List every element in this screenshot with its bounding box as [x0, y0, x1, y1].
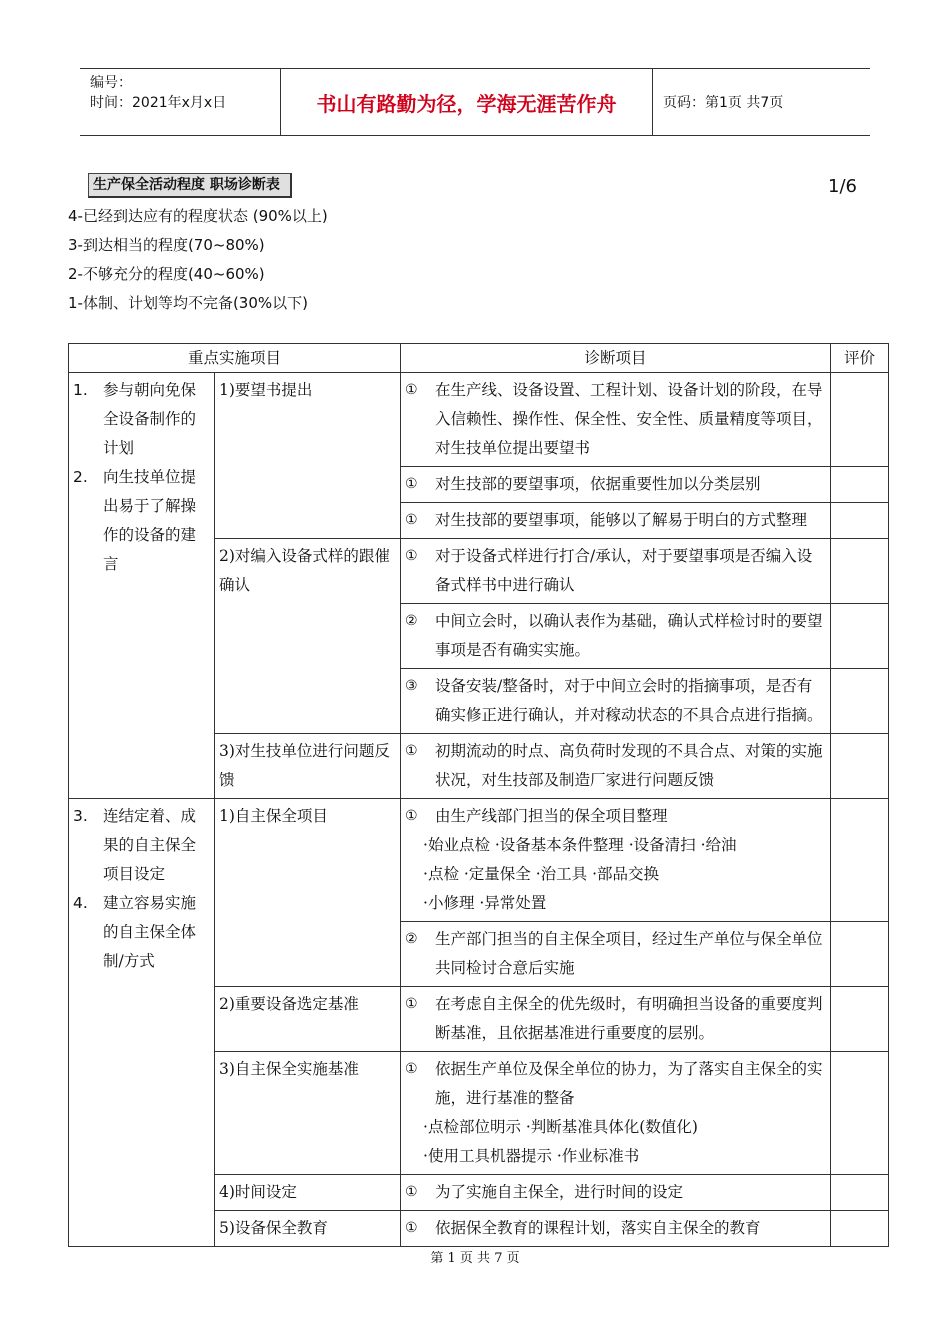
- table-row: [69, 799, 889, 922]
- diagnosis-cell: [401, 373, 831, 467]
- diagnosis-text: 在生产线、设备设置、工程计划、设备计划的阶段，在导入信赖性、操作性、保全性、安全性、质量精度等项目，对生技单位提出要望书: [435, 381, 823, 457]
- evaluation-cell[interactable]: [831, 987, 889, 1052]
- focus-number: 2.: [73, 468, 88, 486]
- level-legend: [68, 202, 328, 318]
- level-item: 1-体制、计划等均不完备(30%以下): [68, 294, 309, 312]
- circled-number: ①: [405, 476, 418, 492]
- header-evaluation: 评价: [831, 344, 889, 373]
- time-label: 时间：2021年x月x日: [90, 95, 227, 111]
- item-name-cell: 1)要望书提出: [215, 373, 401, 539]
- diagnosis-cell: [401, 799, 831, 922]
- page-footer: 第 1 页 共 7 页: [430, 1251, 520, 1266]
- diagnosis-cell: [401, 539, 831, 604]
- page-fraction: 1/6: [828, 176, 857, 197]
- evaluation-cell[interactable]: [831, 734, 889, 799]
- diagnosis-text: 对生技部的要望事项，依据重要性加以分类层别: [435, 475, 761, 493]
- number-label: 编号：: [90, 75, 132, 91]
- diagnosis-cell: [401, 1211, 831, 1247]
- header-meta: [80, 69, 281, 135]
- header-motto: 书山有路勤为径，学海无涯苦作舟: [281, 69, 653, 135]
- diagnosis-cell: [401, 604, 831, 669]
- diagnosis-text: 生产部门担当的自主保全项目，经过生产单位与保全单位共同检讨合意后实施: [435, 930, 823, 977]
- circled-number: ①: [405, 1184, 418, 1200]
- circled-number: ①: [405, 996, 418, 1012]
- focus-item: [73, 802, 210, 889]
- circled-number: ①: [405, 548, 418, 564]
- evaluation-cell[interactable]: [831, 467, 889, 503]
- diagnosis-text: 为了实施自主保全，进行时间的设定: [435, 1183, 684, 1201]
- diagnosis-bullet: ·始业点检 ·设备基本条件整理 ·设备清扫 ·给油: [423, 836, 737, 854]
- item-name-cell: 1)自主保全项目: [215, 799, 401, 987]
- diagnosis-cell: [401, 922, 831, 987]
- diagnosis-bullet: ·点检部位明示 ·判断基准具体化(数值化): [423, 1118, 698, 1136]
- diagnosis-text: 依据生产单位及保全单位的协力，为了落实自主保全的实施，进行基准的整备: [435, 1060, 823, 1107]
- circled-number: ①: [405, 512, 418, 528]
- circled-number: ①: [405, 1220, 418, 1236]
- evaluation-cell[interactable]: [831, 1175, 889, 1211]
- diagnosis-bullet: ·使用工具机器提示 ·作业标准书: [423, 1147, 640, 1165]
- focus-text: 连结定着、成果的自主保全项目设定: [103, 807, 197, 883]
- level-item: 2-不够充分的程度(40~60%): [68, 265, 265, 283]
- diagnosis-text: 初期流动的时点、高负荷时发现的不具合点、对策的实施状况，对生技部及制造厂家进行问题反馈: [435, 742, 823, 789]
- focus-cell: [69, 373, 215, 799]
- evaluation-cell[interactable]: [831, 1052, 889, 1175]
- diagnosis-cell: [401, 734, 831, 799]
- diagnosis-cell: [401, 669, 831, 734]
- focus-item: [73, 889, 210, 976]
- focus-number: 3.: [73, 807, 88, 825]
- evaluation-cell[interactable]: [831, 922, 889, 987]
- level-item: 4-已经到达应有的程度状态 (90%以上): [68, 207, 328, 225]
- circled-number: ①: [405, 743, 418, 759]
- diagnosis-cell: [401, 987, 831, 1052]
- diagnosis-cell: [401, 467, 831, 503]
- evaluation-cell[interactable]: [831, 539, 889, 604]
- focus-item: [73, 463, 210, 579]
- diagnosis-text: 对生技部的要望事项，能够以了解易于明白的方式整理: [435, 511, 808, 529]
- header-diagnosis: 诊断项目: [401, 344, 831, 373]
- circled-number: ②: [405, 931, 418, 947]
- evaluation-cell[interactable]: [831, 669, 889, 734]
- evaluation-cell[interactable]: [831, 604, 889, 669]
- diagnosis-cell: [401, 503, 831, 539]
- diagnosis-bullet: ·点检 ·定量保全 ·治工具 ·部品交换: [423, 865, 660, 883]
- focus-number: 4.: [73, 894, 88, 912]
- diagnosis-text: 中间立会时，以确认表作为基础，确认式样检讨时的要望事项是否有确实实施。: [435, 612, 823, 659]
- circled-number: ③: [405, 678, 418, 694]
- focus-item: [73, 376, 210, 463]
- circled-number: ②: [405, 613, 418, 629]
- diagnosis-text: 由生产线部门担当的保全项目整理: [435, 807, 668, 825]
- focus-number: 1.: [73, 381, 88, 399]
- focus-text: 向生技单位提出易于了解操作的设备的建言: [103, 468, 197, 573]
- item-name-cell: 2)对编入设备式样的跟催确认: [215, 539, 401, 734]
- focus-text: 建立容易实施的自主保全体制/方式: [103, 894, 197, 970]
- header-focus: 重点实施项目: [69, 344, 401, 373]
- focus-text: 参与朝向免保全设备制作的计划: [103, 381, 197, 457]
- level-item: 3-到达相当的程度(70~80%): [68, 236, 265, 254]
- diagnosis-text: 依据保全教育的课程计划，落实自主保全的教育: [435, 1219, 761, 1237]
- item-name-cell: 4)时间设定: [215, 1175, 401, 1211]
- diagnosis-bullet: ·小修理 ·异常处置: [423, 894, 547, 912]
- evaluation-cell[interactable]: [831, 799, 889, 922]
- table-row: [69, 373, 889, 467]
- focus-cell: [69, 799, 215, 1247]
- circled-number: ①: [405, 808, 418, 824]
- diagnosis-cell: [401, 1175, 831, 1211]
- diagnosis-text: 设备安装/整备时，对于中间立会时的指摘事项，是否有确实修正进行确认，并对稼动状态的不具合点进行指摘。: [435, 677, 823, 724]
- circled-number: ①: [405, 382, 418, 398]
- diagnosis-table: [68, 343, 889, 1247]
- item-name-cell: 3)对生技单位进行问题反馈: [215, 734, 401, 799]
- page-header: [80, 68, 870, 136]
- diagnosis-cell: [401, 1052, 831, 1175]
- diagnosis-text: 在考虑自主保全的优先级时，有明确担当设备的重要度判断基准，且依据基准进行重要度的层别。: [435, 995, 823, 1042]
- diagnosis-text: 对于设备式样进行打合/承认，对于要望事项是否编入设备式样书中进行确认: [435, 547, 813, 594]
- item-name-cell: 5)设备保全教育: [215, 1211, 401, 1247]
- circled-number: ①: [405, 1061, 418, 1077]
- evaluation-cell[interactable]: [831, 503, 889, 539]
- item-name-cell: 3)自主保全实施基准: [215, 1052, 401, 1175]
- item-name-cell: 2)重要设备选定基准: [215, 987, 401, 1052]
- header-page-info: 页码：第1页 共7页: [663, 95, 784, 111]
- table-header-row: [69, 344, 889, 373]
- evaluation-cell[interactable]: [831, 373, 889, 467]
- document-title: 生产保全活动程度 职场诊断表: [88, 173, 292, 198]
- evaluation-cell[interactable]: [831, 1211, 889, 1247]
